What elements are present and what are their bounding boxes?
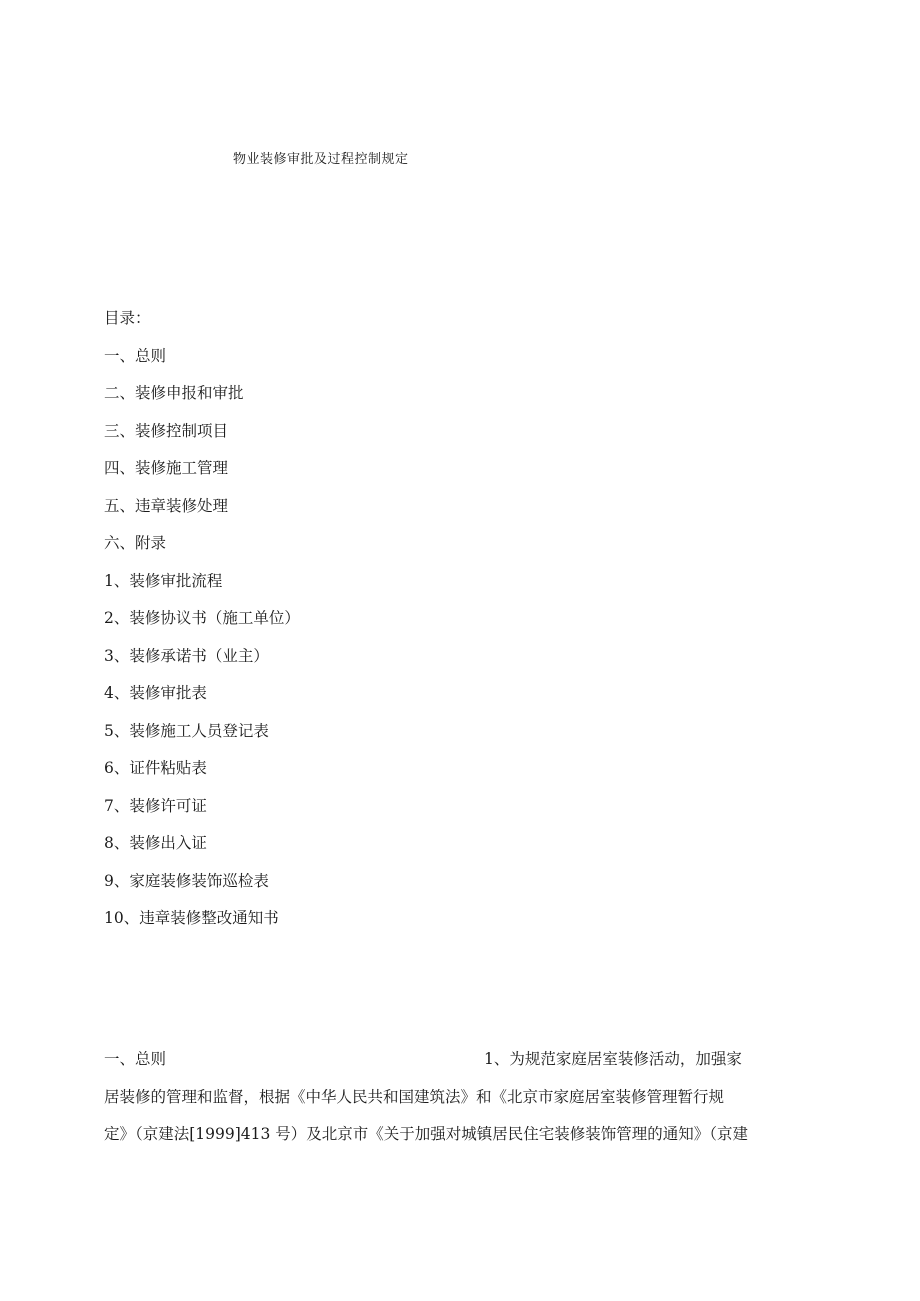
toc-item: 7、装修许可证 <box>104 796 207 815</box>
section-general <box>104 1045 824 1158</box>
toc-item: 二、装修申报和审批 <box>104 384 244 402</box>
toc-item: 9、家庭装修装饰巡检表 <box>104 871 269 890</box>
toc-item: 2、装修协议书（施工单位） <box>104 609 300 627</box>
toc-item: 6、证件粘贴表 <box>104 759 207 777</box>
section-first-line <box>104 1045 824 1083</box>
section-paragraph-line: 居装修的管理和监督，根据《中华人民共和国建筑法》和《北京市家庭居室装修管理暂行规 <box>104 1087 725 1106</box>
toc-item: 五、违章装修处理 <box>104 496 229 515</box>
toc-item: 一、总则 <box>104 346 167 365</box>
toc-list <box>104 343 300 943</box>
toc-item: 8、装修出入证 <box>104 834 207 852</box>
section-lead-text: 1、为规范家庭居室装修活动，加强家 <box>484 1050 742 1068</box>
toc-item: 1、装修审批流程 <box>104 571 223 590</box>
document-title: 物业装修审批及过程控制规定 <box>233 152 409 167</box>
toc-item: 4、装修审批表 <box>104 684 207 702</box>
toc-item: 六、附录 <box>104 534 167 552</box>
section-title: 一、总则 <box>104 1050 167 1068</box>
toc-item: 5、装修施工人员登记表 <box>104 721 269 740</box>
section-paragraph-line: 定》（京建法[1999]413 号）及北京市《关于加强对城镇居民住宅装修装饰管理的通知》（京建 <box>104 1125 749 1143</box>
toc-item: 四、装修施工管理 <box>104 459 229 477</box>
toc-item: 10、违章装修整改通知书 <box>104 909 279 927</box>
toc-item: 三、装修控制项目 <box>104 421 229 440</box>
toc-heading: 目录： <box>104 309 151 327</box>
toc-item: 3、装修承诺书（业主） <box>104 646 269 665</box>
table-of-contents <box>104 305 300 943</box>
